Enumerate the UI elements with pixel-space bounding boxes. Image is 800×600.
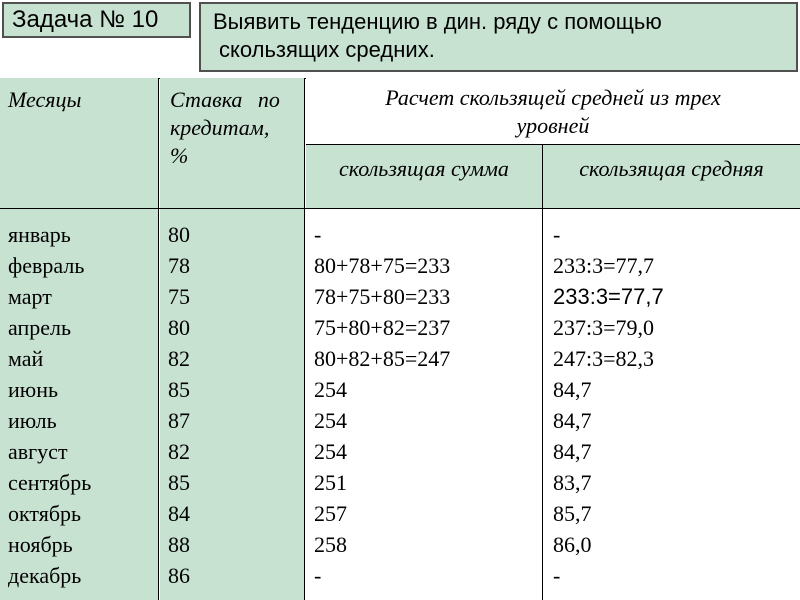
moving-sum-list	[306, 209, 542, 591]
moving-sum-cell: -	[314, 563, 322, 588]
month-cell: сентябрь	[8, 470, 92, 495]
header-calc-text	[306, 78, 800, 140]
moving-sum-cell: 258	[314, 532, 347, 557]
rate-cell: 80	[168, 222, 190, 247]
rate-cell: 86	[168, 563, 190, 588]
task-number-text: Задача № 10	[12, 6, 159, 33]
moving-average-cell: 84,7	[553, 377, 592, 402]
moving-sum-cell: 251	[314, 470, 347, 495]
rate-cell: 82	[168, 346, 190, 371]
moving-average-table	[0, 78, 800, 600]
moving-sum-cell: 80+78+75=233	[314, 253, 451, 278]
moving-average-cell: 233:3=77,7	[553, 284, 664, 309]
task-description-line-2: скользящих средних.	[219, 37, 435, 62]
header-rate-cell	[160, 78, 305, 208]
rate-cell: 85	[168, 377, 190, 402]
rate-cell: 88	[168, 532, 190, 557]
header-moving-average-cell	[543, 145, 800, 208]
rate-cell: 75	[168, 284, 190, 309]
task-description-box	[199, 2, 798, 72]
moving-average-cell: 247:3=82,3	[553, 346, 655, 371]
header-moving-sum-cell	[306, 145, 543, 208]
header-rate-line-1: Ставка по	[170, 87, 280, 112]
months-column	[0, 209, 159, 600]
moving-average-cell: 237:3=79,0	[553, 315, 655, 340]
moving-average-cell: -	[553, 222, 561, 247]
header-months-text: Месяцы	[8, 87, 82, 112]
task-number-label	[2, 2, 191, 38]
month-cell: август	[8, 439, 68, 464]
moving-sum-cell: 78+75+80=233	[314, 284, 451, 309]
header-moving-sum-text: скользящая сумма	[339, 156, 509, 181]
month-cell: февраль	[8, 253, 85, 278]
rate-cell: 82	[168, 439, 190, 464]
months-list	[0, 209, 158, 591]
moving-sum-cell: 75+80+82=237	[314, 315, 451, 340]
moving-sum-cell: 80+82+85=247	[314, 346, 451, 371]
rate-cell: 78	[168, 253, 190, 278]
moving-average-cell: 84,7	[553, 408, 592, 433]
rate-cell: 84	[168, 501, 190, 526]
moving-average-cell: 84,7	[553, 439, 592, 464]
month-cell: июнь	[8, 377, 59, 402]
month-cell: март	[8, 284, 52, 309]
rate-cell: 80	[168, 315, 190, 340]
moving-average-column	[543, 209, 800, 600]
moving-average-list	[543, 209, 800, 591]
rate-column	[160, 209, 305, 600]
moving-average-cell: 83,7	[553, 470, 592, 495]
month-cell: январь	[8, 222, 71, 247]
moving-sum-cell: 257	[314, 501, 347, 526]
moving-average-cell: 85,7	[553, 501, 592, 526]
moving-sum-cell: 254	[314, 408, 347, 433]
header-rate-line-3: %	[170, 143, 189, 168]
moving-sum-cell: 254	[314, 439, 347, 464]
task-description-line-1: Выявить тенденцию в дин. ряду с помощью	[213, 9, 662, 34]
moving-average-cell: 233:3=77,7	[553, 253, 655, 278]
rate-list	[160, 209, 304, 591]
moving-average-cell: -	[553, 563, 561, 588]
header-rate-text	[160, 78, 304, 170]
header-calc-cell	[306, 78, 800, 145]
month-cell: апрель	[8, 315, 72, 340]
rate-cell: 87	[168, 408, 190, 433]
header-calc-line-1: Расчет скользящей средней из трех	[385, 85, 721, 110]
header-rate-line-2: кредитам,	[170, 115, 270, 140]
header-months-cell	[0, 78, 159, 208]
moving-average-cell: 86,0	[553, 532, 592, 557]
moving-sum-cell: 254	[314, 377, 347, 402]
month-cell: октябрь	[8, 501, 82, 526]
month-cell: ноябрь	[8, 532, 73, 557]
moving-sum-cell: -	[314, 222, 322, 247]
rate-cell: 85	[168, 470, 190, 495]
month-cell: май	[8, 346, 44, 371]
header-moving-average-text: скользящая средняя	[579, 156, 764, 181]
month-cell: июль	[8, 408, 57, 433]
month-cell: декабрь	[8, 563, 82, 588]
header-calc-line-2: уровней	[516, 113, 590, 138]
moving-sum-column	[306, 209, 543, 600]
